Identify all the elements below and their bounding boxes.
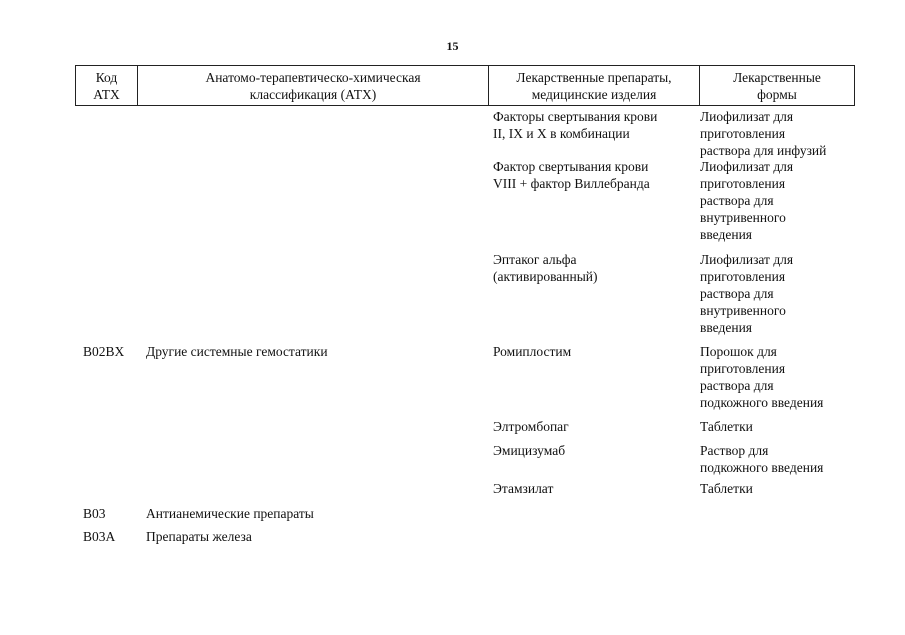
- drug-cell: Этамзилат: [493, 481, 554, 496]
- table-row: [0, 528, 905, 551]
- form-cell: Таблетки: [700, 481, 753, 496]
- header-classification: Анатомо-терапевтическо-химическая классификация (АТХ): [138, 66, 489, 105]
- table-row: [0, 108, 905, 158]
- table-row: [0, 343, 905, 418]
- drug-cell: Фактор свертывания крови VIII + фактор Виллебранда: [493, 159, 650, 191]
- form-cell: Лиофилизат для приготовления раствора для внутривенного введения: [700, 159, 794, 242]
- table-body: [0, 108, 905, 551]
- code-cell: B02BX: [83, 344, 125, 359]
- table-row: [0, 480, 905, 505]
- classification-cell: Препараты железа: [146, 529, 252, 544]
- form-cell: Таблетки: [700, 419, 753, 434]
- table-row: [0, 418, 905, 442]
- code-cell: B03: [83, 506, 106, 521]
- form-cell: Раствор для подкожного введения: [700, 443, 824, 475]
- form-cell: Лиофилизат для приготовления раствора для инфузий: [700, 109, 827, 158]
- page-number: 15: [446, 39, 459, 53]
- drug-cell: Ромиплостим: [493, 344, 572, 359]
- header-code: Код АТХ: [76, 66, 138, 105]
- classification-cell: Другие системные гемостатики: [146, 344, 328, 359]
- header-drugs: Лекарственные препараты, медицинские изделия: [489, 66, 700, 105]
- form-cell: Порошок для приготовления раствора для подкожного введения: [700, 344, 824, 410]
- table-row: [0, 251, 905, 343]
- code-cell: B03A: [83, 529, 116, 544]
- header-forms: Лекарственные формы: [733, 70, 821, 102]
- table-row: [0, 442, 905, 480]
- drug-cell: Элтромбопаг: [493, 419, 569, 434]
- table-header: [75, 65, 855, 106]
- table-row: [0, 505, 905, 528]
- drug-cell: Эмицизумаб: [493, 443, 566, 458]
- table-row: [0, 158, 905, 251]
- drug-cell: Факторы свертывания крови II, IX и X в комбинации: [493, 109, 658, 141]
- classification-cell: Антианемические препараты: [146, 506, 314, 521]
- form-cell: Лиофилизат для приготовления раствора для внутривенного введения: [700, 252, 794, 335]
- drug-cell: Эптаког альфа (активированный): [493, 252, 598, 284]
